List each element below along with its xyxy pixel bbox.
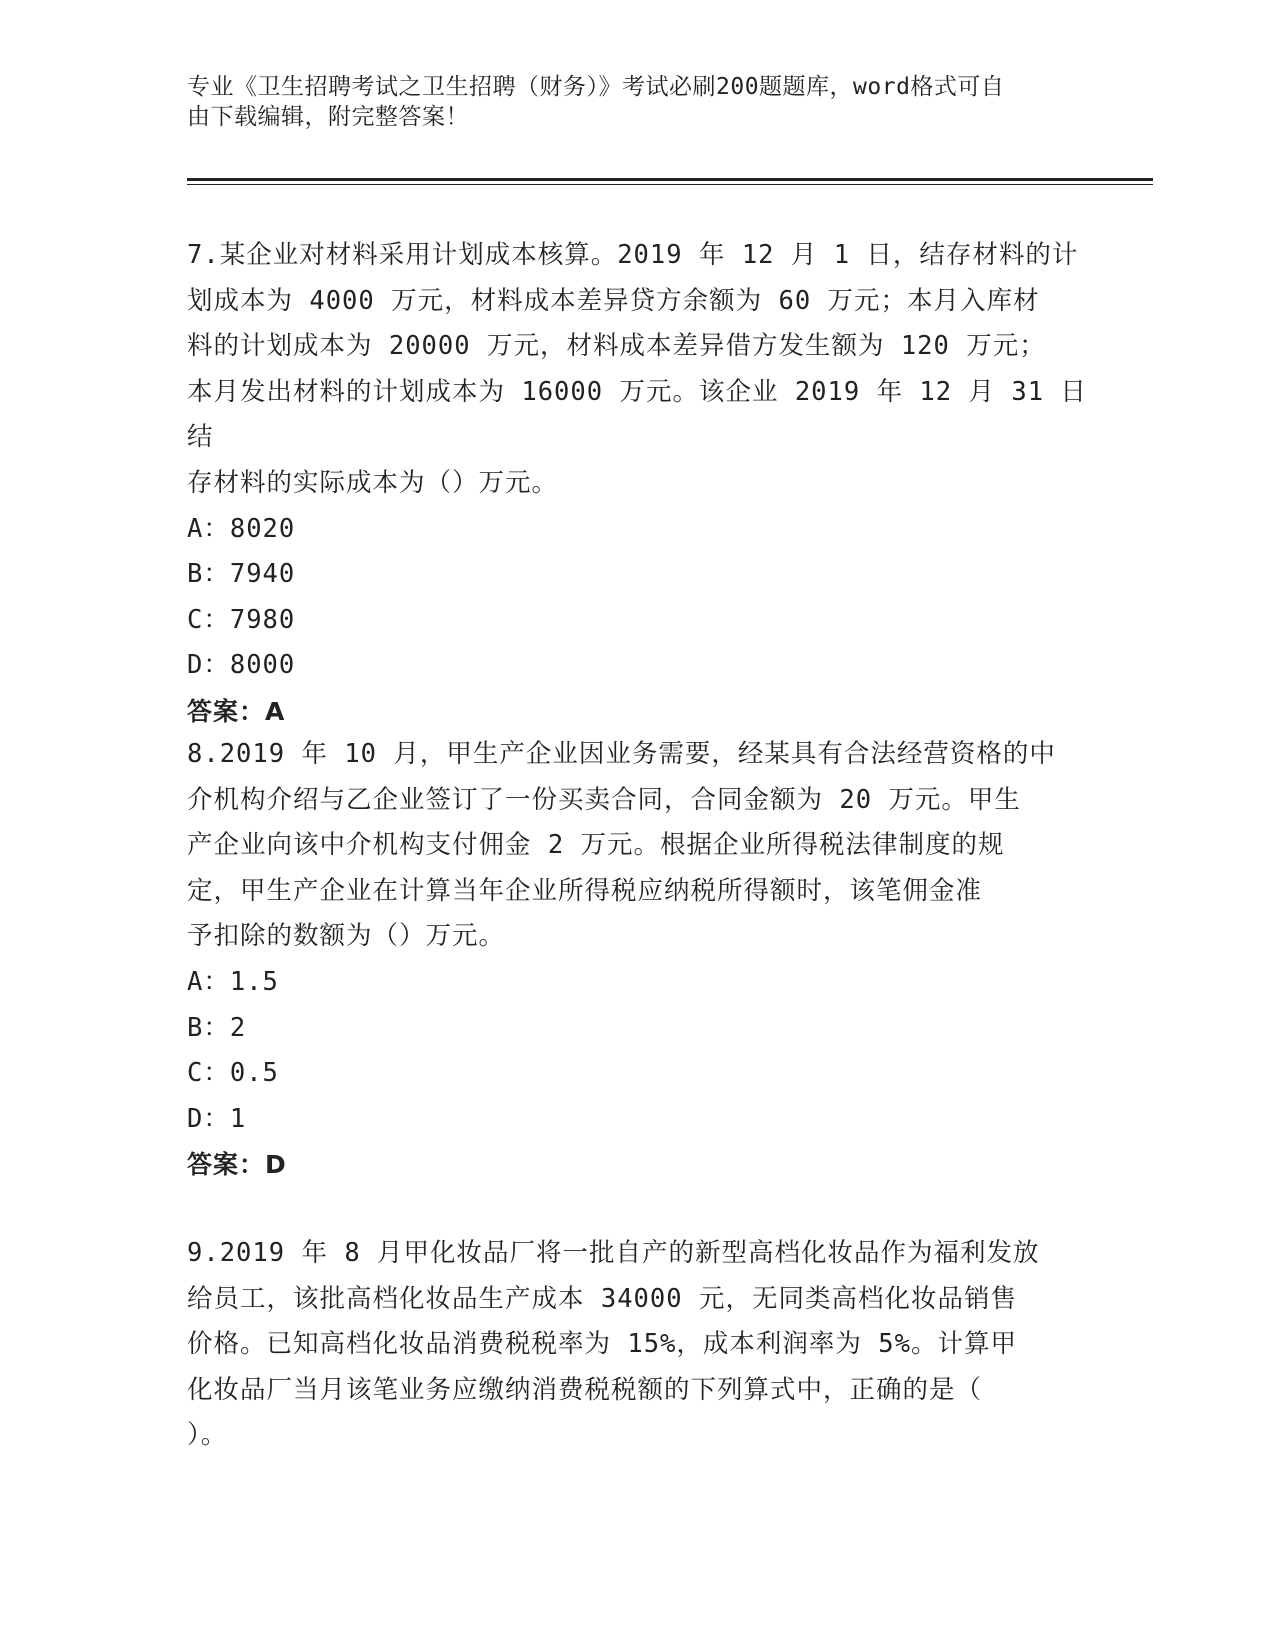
question-line: 定，甲生产企业在计算当年企业所得税应纳税所得额时，该笔佣金准 [187, 875, 983, 906]
question-line: ）。 [187, 1420, 228, 1451]
option-a: A：1.5 [187, 966, 279, 997]
option-b: B：2 [187, 1012, 247, 1043]
option-d: D：1 [187, 1103, 247, 1134]
answer-label: 答案：D [187, 1150, 287, 1180]
question-line: 9.2019 年 8 月甲化妆品厂将一批自产的新型高档化妆品作为福利发放 [187, 1238, 1040, 1268]
question-line: 给员工，该批高档化妆品生产成本 34000 元，无同类高档化妆品销售 [187, 1283, 1017, 1314]
answer-label: 答案：A [187, 696, 286, 726]
option-c: C：7980 [187, 604, 296, 635]
question-line: 予扣除的数额为（）万元。 [187, 921, 506, 952]
option-d: D：8000 [187, 650, 296, 681]
question-line: 存材料的实际成本为（）万元。 [187, 467, 559, 498]
question-line: 划成本为 4000 万元，材料成本差异贷方余额为 60 万元；本月入库材 [187, 285, 1040, 316]
question-line: 7.某企业对材料采用计划成本核算。2019 年 12 月 1 日，结存材料的计 [187, 240, 1079, 270]
option-b: B：7940 [187, 559, 296, 590]
header-line-2: 由下载编辑，附完整答案！ [187, 104, 469, 130]
question-line: 介机构介绍与乙企业签订了一份买卖合同，合同金额为 20 万元。甲生 [187, 784, 1021, 815]
question-7 [187, 233, 1087, 735]
question-line: 料的计划成本为 20000 万元，材料成本差异借方发生额为 120 万元； [187, 331, 1046, 362]
document-header [187, 72, 1067, 132]
question-line: 化妆品厂当月该笔业务应缴纳消费税税额的下列算式中，正确的是（ [187, 1374, 983, 1405]
option-c: C：0.5 [187, 1058, 279, 1089]
question-line: 价格。已知高档化妆品消费税税率为 15%，成本利润率为 5%。计算甲 [187, 1329, 1017, 1360]
header-divider-thick [187, 178, 1153, 181]
header-divider-thin [187, 184, 1153, 185]
header-line-1: 专业《卫生招聘考试之卫生招聘（财务）》考试必刷200题题库，word格式可自 [187, 74, 1005, 100]
question-line: 产企业向该中介机构支付佣金 2 万元。根据企业所得税法律制度的规 [187, 830, 1005, 861]
question-9 [187, 1231, 1087, 1459]
question-line: 本月发出材料的计划成本为 16000 万元。该企业 2019 年 12 月 31 日结 [187, 376, 1087, 453]
question-line: 8.2019 年 10 月，甲生产企业因业务需要，经某具有合法经营资格的中 [187, 739, 1056, 769]
option-a: A：8020 [187, 513, 296, 544]
question-8 [187, 732, 1087, 1188]
